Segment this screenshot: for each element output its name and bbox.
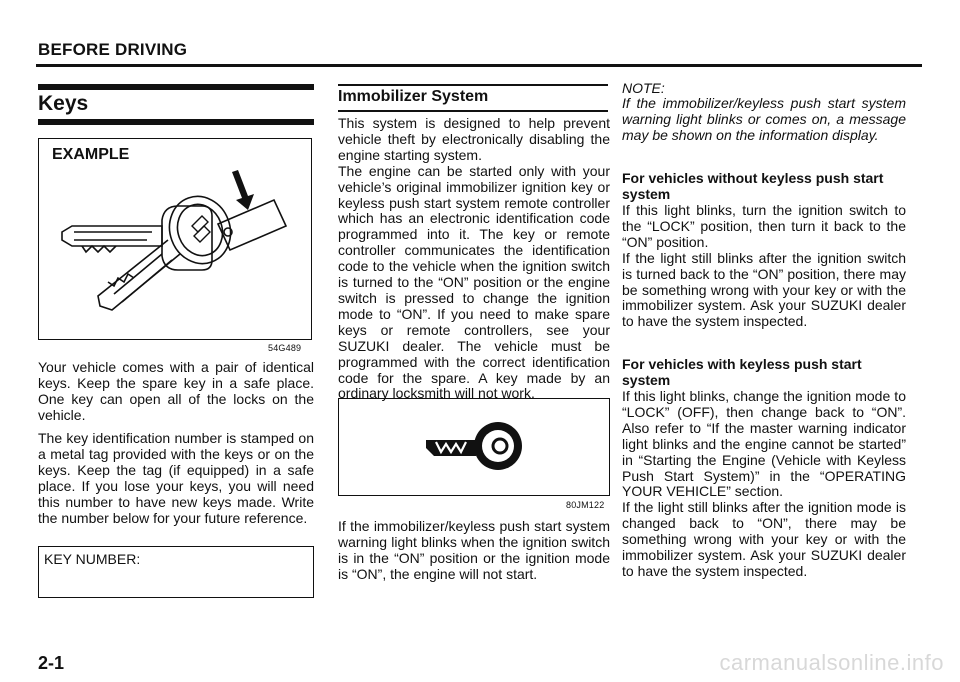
immobilizer-title-top-rule [338,84,608,86]
keys-title-bottom-bar [38,119,314,125]
header-divider [36,64,922,67]
immobilizer-title-bottom-rule [338,110,608,112]
key-id-paragraph: The key identification number is stamped on a metal tag provided with the keys or on the keys. Keep the tag (if equipped) in a safe place. If you lose your keys, you will need this number to have new keys made. Write the number below for your future reference. [38,430,314,526]
arrow-down-icon [232,170,254,210]
car-keys-illustration [52,170,302,320]
section-title: BEFORE DRIVING [38,40,188,59]
immobilizer-paragraph: This system is designed to help prevent vehicle theft by electronically disabling the engine starting system. The engine can be started only with your vehicle’s original immobilizer ignition key or keyless push start system remote controller which has an electronic identification code programmed into it. The key or remote controller communicates the identification code to the vehicle when the ignition switch is turned to the “ON” position or the engine switch is pressed to change the ignition mode to “ON”. If you need to make spare keys or remote controllers, see your SUZUKI dealer. The vehicle must be programmed with the correct identification code for the spare. A key made by an ordinary locksmith will not work. [338,115,610,402]
example-label: EXAMPLE [52,146,130,163]
note-label: NOTE: [622,80,665,96]
keys-paragraph: Your vehicle comes with a pair of identical keys. Keep the spare key in a safe place. One key can open all of the locks on the vehicle. [38,359,314,423]
immobilizer-heading: Immobilizer System [338,88,489,105]
watermark: carmanualsonline.info [719,650,944,675]
note-text: If the immobilizer/keyless push start system warning light blinks or comes on, a message may be shown on the information display. [622,95,906,143]
figure-code: 80JM122 [566,500,605,510]
without-keyless-paragraph: If this light blinks, turn the ignition switch to the “LOCK” position, then turn it back to the “ON” position. If the light still blinks after the ignition switch is turned back to the “ON” position, there may be something wrong with your key or with the immobilizer system. Ask your SUZUKI dealer to have the system inspected. [622,202,906,330]
key-number-label: KEY NUMBER: [44,551,141,567]
keys-heading: Keys [38,92,89,115]
figure-code: 54G489 [268,343,302,353]
page-number: 2-1 [38,653,65,673]
keys-title-top-bar [38,84,314,90]
immobilizer-warning-paragraph: If the immobilizer/keyless push start system warning light blinks when the ignition switch is in the “ON” position or the ignition mode is “ON”, the engine will not start. [338,518,610,582]
with-keyless-paragraph: If this light blinks, change the ignition mode to “LOCK” (OFF), then change back to “ON”. Also refer to “If the master warning indicator light blinks and the engine cannot be started” in “Starting the Engine (Vehicle with Keyless Push Start System)” in the “OPERATING YOUR VEHICLE” section. If the light still blinks after the ignition mode is changed back to “ON”, there may be something wrong with your key or with the immobilizer system. Ask your SUZUKI dealer to have the system inspected. [622,388,906,579]
without-keyless-heading: For vehicles without keyless push start system [622,170,884,202]
immobilizer-warning-key-icon [420,418,530,478]
with-keyless-heading: For vehicles with keyless push start system [622,356,862,388]
